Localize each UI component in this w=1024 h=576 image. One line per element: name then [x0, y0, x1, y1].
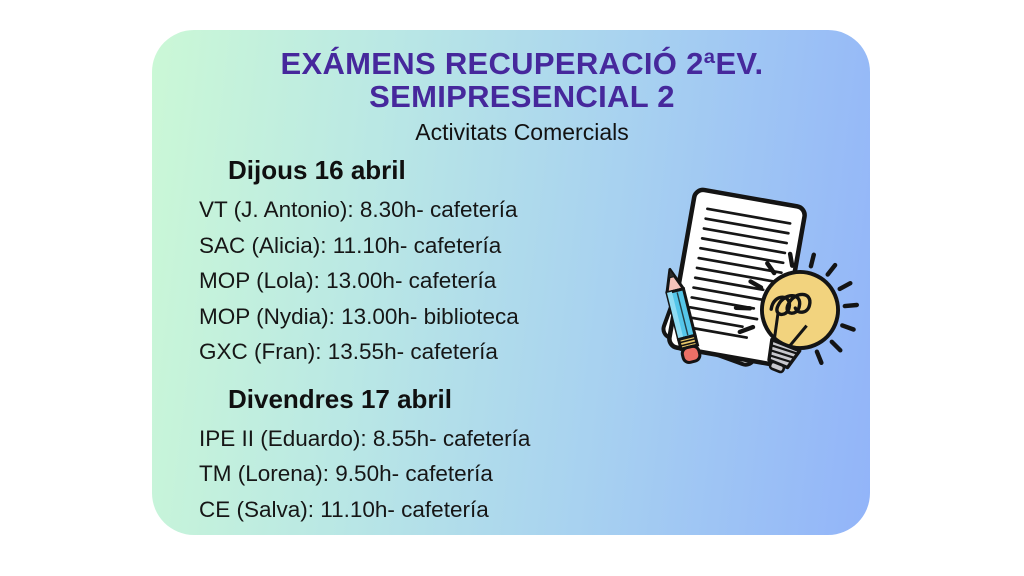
exam-entry: MOP (Lola): 13.00h- cafetería	[199, 268, 497, 293]
poster-title	[174, 47, 870, 113]
exam-entry: TM (Lorena): 9.50h- cafetería	[199, 461, 493, 486]
exam-list-friday	[199, 421, 870, 528]
poster-title-line1: EXÁMENS RECUPERACIÓ 2ªEV.	[280, 46, 764, 81]
section-heading-friday: Divendres 17 abril	[228, 383, 452, 414]
poster-title-line2: SEMIPRESENCIAL 2	[369, 79, 675, 114]
exam-entry: IPE II (Eduardo): 8.55h- cafetería	[199, 425, 531, 451]
section-heading-thursday: Dijous 16 abril	[228, 155, 406, 185]
exam-list-thursday	[199, 192, 870, 370]
poster-subtitle: Activitats Comercials	[415, 119, 629, 145]
exam-entry: VT (J. Antonio): 8.30h- cafetería	[199, 197, 518, 222]
exam-entry: CE (Salva): 11.10h- cafetería	[199, 496, 489, 522]
poster-card	[152, 30, 870, 535]
exam-entry: SAC (Alicia): 11.10h- cafetería	[199, 232, 502, 258]
exam-entry: GXC (Fran): 13.55h- cafetería	[199, 339, 498, 364]
poster-header	[152, 47, 870, 146]
exam-entry: MOP (Nydia): 13.00h- biblioteca	[199, 303, 519, 329]
